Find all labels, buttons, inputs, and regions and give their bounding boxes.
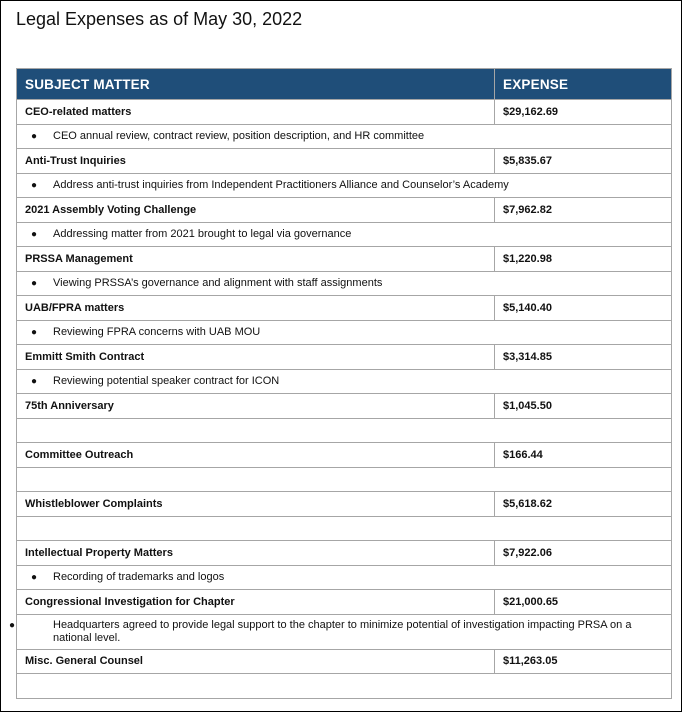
description-item — [31, 130, 424, 142]
description-cell — [17, 418, 672, 443]
table-row — [17, 100, 672, 125]
table-row — [17, 149, 672, 174]
subject-cell: 2021 Assembly Voting Challenge — [17, 198, 495, 223]
description-text: Addressing matter from 2021 brought to legal via governance — [53, 228, 352, 241]
description-row — [17, 674, 672, 699]
expense-cell: $5,140.40 — [495, 296, 672, 321]
description-row — [17, 565, 672, 590]
description-row — [17, 614, 672, 649]
description-row — [17, 369, 672, 394]
bullet-icon: ● — [31, 572, 38, 584]
expense-cell: $1,220.98 — [495, 247, 672, 272]
table-row — [17, 198, 672, 223]
description-cell — [17, 467, 672, 492]
table-row — [17, 345, 672, 370]
subject-cell: Intellectual Property Matters — [17, 541, 495, 566]
subject-cell: Congressional Investigation for Chapter — [17, 590, 495, 615]
description-cell — [17, 173, 672, 198]
subject-cell: CEO-related matters — [17, 100, 495, 125]
expense-cell: $7,962.82 — [495, 198, 672, 223]
table-row — [17, 394, 672, 419]
description-row — [17, 222, 672, 247]
description-cell — [17, 565, 672, 590]
subject-cell: Committee Outreach — [17, 443, 495, 468]
description-item — [31, 571, 224, 583]
subject-cell: 75th Anniversary — [17, 394, 495, 419]
table-row — [17, 590, 672, 615]
description-row — [17, 271, 672, 296]
description-item — [31, 375, 279, 387]
description-cell — [17, 516, 672, 541]
table-row — [17, 247, 672, 272]
header-expense: EXPENSE — [495, 69, 672, 100]
description-text: Reviewing FPRA concerns with UAB MOU — [53, 326, 261, 339]
description-text: Viewing PRSSA’s governance and alignment with staff assignments — [53, 277, 383, 290]
expense-cell: $166.44 — [495, 443, 672, 468]
subject-cell: Anti-Trust Inquiries — [17, 149, 495, 174]
bullet-icon: ● — [31, 180, 38, 192]
bullet-icon: ● — [31, 278, 38, 290]
bullet-icon: ● — [31, 131, 38, 143]
description-row — [17, 124, 672, 149]
header-subject-matter: SUBJECT MATTER — [17, 69, 495, 100]
table-row — [17, 649, 672, 674]
subject-cell: UAB/FPRA matters — [17, 296, 495, 321]
subject-cell: Emmitt Smith Contract — [17, 345, 495, 370]
description-row — [17, 320, 672, 345]
subject-cell: Misc. General Counsel — [17, 649, 495, 674]
description-cell — [17, 124, 672, 149]
bullet-icon: ● — [31, 229, 38, 241]
description-text: Reviewing potential speaker contract for ICON — [53, 375, 280, 388]
expense-cell: $21,000.65 — [495, 590, 672, 615]
expense-cell: $5,618.62 — [495, 492, 672, 517]
bullet-icon: ● — [31, 327, 38, 339]
table-row — [17, 541, 672, 566]
bullet-icon: ● — [9, 619, 16, 631]
description-text: Address anti-trust inquiries from Independent Practitioners Alliance and Counselor’s Academy — [53, 179, 509, 192]
description-item — [31, 179, 509, 191]
table-row — [17, 492, 672, 517]
expense-cell: $11,263.05 — [495, 649, 672, 674]
description-cell — [17, 674, 672, 699]
description-item — [31, 277, 382, 289]
description-row — [17, 467, 672, 492]
bullet-icon: ● — [31, 376, 38, 388]
expense-cell: $5,835.67 — [495, 149, 672, 174]
expense-cell: $7,922.06 — [495, 541, 672, 566]
table-header-row — [17, 69, 672, 100]
description-cell — [17, 369, 672, 394]
table-row — [17, 296, 672, 321]
description-row — [17, 173, 672, 198]
expense-cell: $1,045.50 — [495, 394, 672, 419]
description-row — [17, 418, 672, 443]
description-item — [9, 618, 663, 645]
description-cell — [17, 271, 672, 296]
expense-cell: $3,314.85 — [495, 345, 672, 370]
document-title: Legal Expenses as of May 30, 2022 — [16, 9, 303, 29]
description-cell — [17, 320, 672, 345]
description-text: CEO annual review, contract review, position description, and HR committee — [53, 130, 425, 143]
expense-cell: $29,162.69 — [495, 100, 672, 125]
description-item — [31, 228, 351, 240]
table-row — [17, 443, 672, 468]
description-text: Headquarters agreed to provide legal support to the chapter to minimize potential of investigation impacting PRSA on a national level. — [53, 618, 632, 644]
description-cell — [17, 222, 672, 247]
description-text: Recording of trademarks and logos — [53, 571, 225, 584]
description-row — [17, 516, 672, 541]
description-cell — [9, 614, 672, 649]
subject-cell: PRSSA Management — [17, 247, 495, 272]
subject-cell: Whistleblower Complaints — [17, 492, 495, 517]
legal-expenses-table — [9, 68, 672, 699]
description-item — [31, 326, 260, 338]
